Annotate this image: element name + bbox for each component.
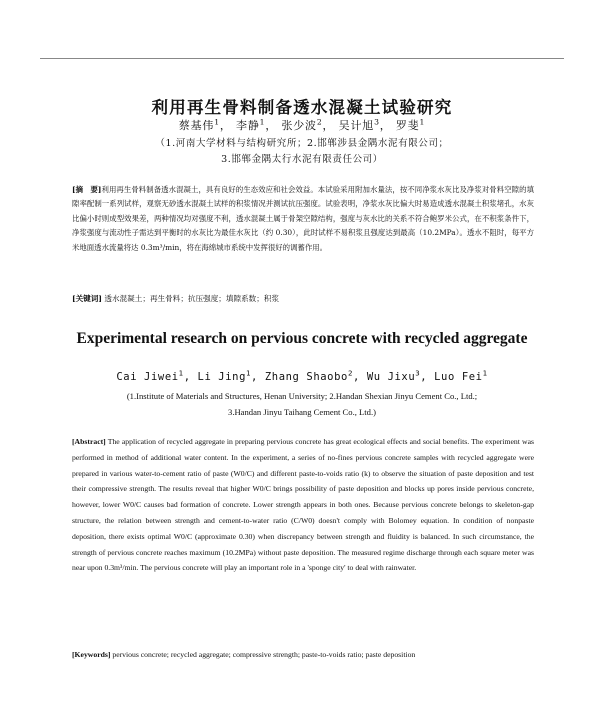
english-abstract-label: [Abstract] — [72, 437, 106, 446]
english-author: Luo Fei$^1$ — [434, 368, 488, 383]
english-affiliation-line1: (1.Institute of Materials and Structures, Henan University; 2.Handan Shexian Jinyu Cement Co., Ltd.; — [126, 391, 478, 401]
english-keywords-text: pervious concrete; recycled aggregate; compressive strength; paste-to-voids ratio; paste deposition — [112, 650, 416, 659]
english-author: Wu Jixu$^3$, — [366, 368, 435, 383]
english-abstract-text: The application of recycled aggregate in preparing pervious concrete has great ecological effects and social benefits. The experiment was performed in method of additional water content. In the experiment, a series of no-fines pervious concrete samples with recycled aggregate were prepared in various water-to-cement ratio of paste (W0/C) and different paste-to-voids ratio (k) to observe the situation of paste deposition and test their compressive strength. The results reveal that higher W0/C brings possibility of paste deposition and blocks up pores inside pervious concrete, however, lower W0/C causes bad formation of concrete. Lower strength appears in both ones. Because pervious concrete belongs to skeleton-gap structure, the relation between strength and cement-to-water ratio (C/W0) doesn't comply with Bolomey equation. In condition of nonpaste deposition, there exists optimal W0/C (approximate 0.30) when discrepancy between strength and fluidity is balanced. In such circumstance, the strength of pervious concrete reaches maximum (10.2MPa) without paste deposition. The measured regime discharge through each square meter was near upon 0.3m³/min. The pervious concrete will play an important role in a 'sponge city' to deal with rainwater. — [72, 437, 534, 573]
chinese-abstract-text: 利用再生骨料制备透水混凝土，具有良好的生态效应和社会效益。本试验采用附加水量法，按不同净浆水灰比及净浆对骨料空隙的填隙率配制一系列试样，观察无砂透水混凝土试样的积浆情况并测试抗压强度。试验表明，净浆水灰比偏大时易造成透水混凝土积浆堵孔，水灰比偏小时则成型效果差，两种情况均对强度不利，透水混凝土属于骨架空隙结构，强度与灰水比的关系不符合鲍罗米公式，在不积浆条件下，净浆强度与流动性子需达到平衡时的水灰比为最佳水灰比（约 0.30），此时试样不易积浆且强度达到最高（10.2MPa）。透水不阻时，每平方米地面透水流量将达 0.3m³/min，将在海绵城市系统中发挥很好的调蓄作用。 — [72, 185, 534, 252]
chinese-keywords-text: 透水混凝土；再生骨料；抗压强度；填隙系数；积浆 — [104, 294, 280, 303]
english-keywords — [72, 649, 534, 661]
chinese-authors — [40, 117, 564, 133]
english-author: Zhang Shaobo$^2$, — [264, 368, 367, 383]
english-affiliation-line2: 3.Handan Jinyu Taihang Cement Co., Ltd.) — [228, 407, 376, 417]
chinese-author: 张少波$^2$， — [281, 117, 335, 132]
chinese-keywords — [72, 293, 534, 305]
chinese-affiliation-line2: 3.邯郸金隅太行水泥有限责任公司） — [221, 154, 383, 165]
english-author: Li Jing$^1$, — [197, 368, 265, 383]
chinese-abstract — [72, 183, 534, 255]
chinese-keywords-label: [关键词] — [72, 294, 102, 303]
english-authors — [40, 368, 564, 383]
chinese-author: 蔡基伟$^1$， — [178, 117, 232, 132]
english-abstract — [72, 434, 534, 576]
english-keywords-label: [Keywords] — [72, 650, 111, 659]
chinese-author: 李静$^1$， — [236, 117, 278, 132]
chinese-abstract-label: [摘 要] — [72, 185, 102, 194]
chinese-title: 利用再生骨料制备透水混凝土试验研究 — [151, 98, 453, 117]
chinese-affiliation-line1: （1.河南大学材料与结构研究所；2.邯郸涉县金隅水泥有限公司； — [155, 138, 449, 149]
english-author: Cai Jiwei$^1$, — [116, 368, 198, 383]
header-rule — [40, 58, 564, 59]
chinese-author: 罗斐$^1$ — [395, 117, 426, 132]
chinese-author: 吴计旭$^3$， — [338, 117, 392, 132]
english-title: Experimental research on pervious concrete with recycled aggregate — [76, 330, 528, 347]
